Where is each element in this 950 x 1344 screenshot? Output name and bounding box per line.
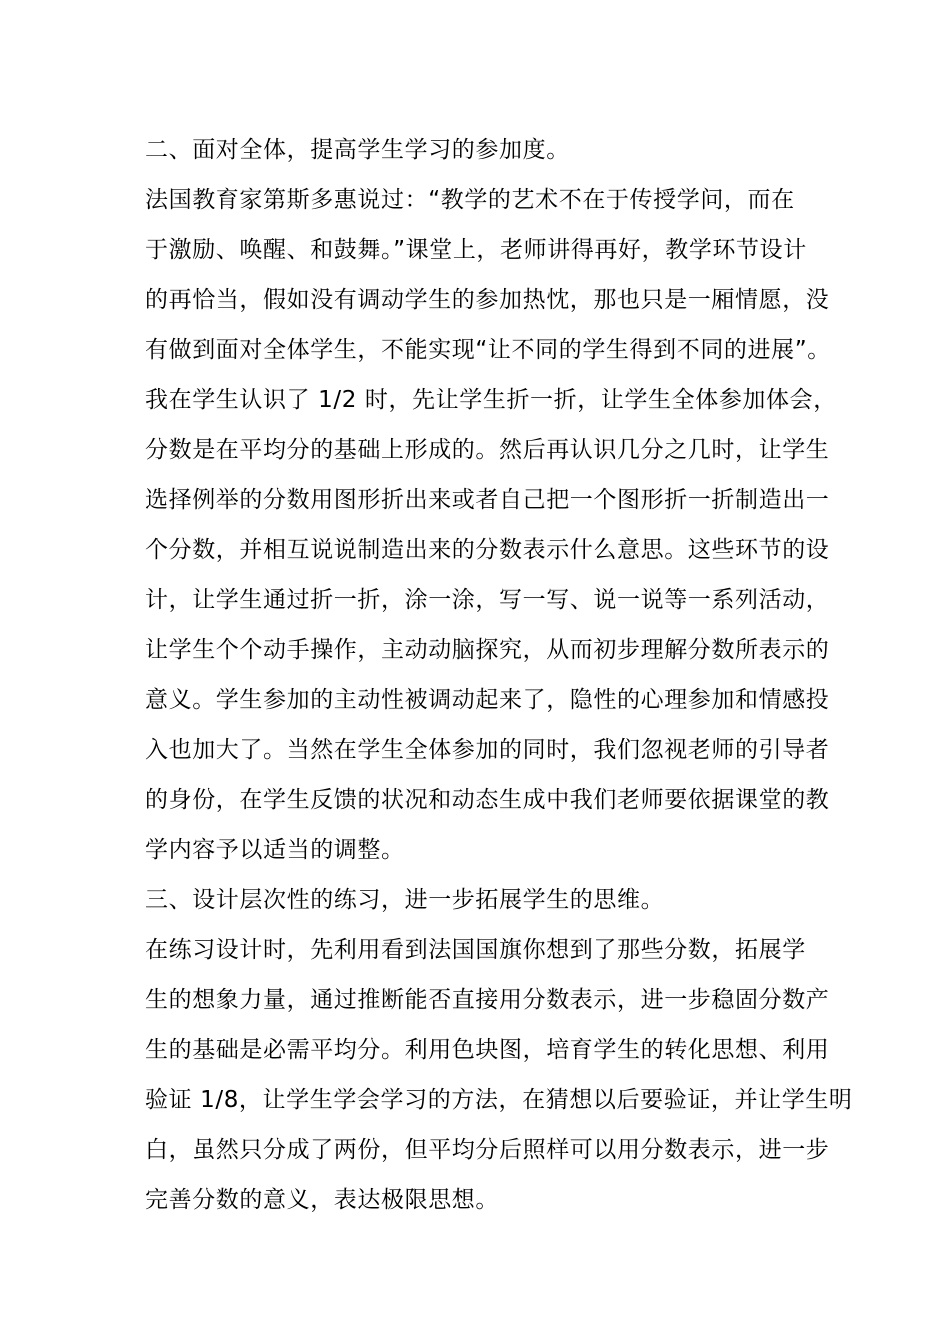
section-heading-3: 三、设计层次性的练习，进一步拓展学生的思维。 (145, 887, 665, 913)
paragraph-line: 个分数，并相互说说制造出来的分数表示什么意思。这些环节的设 (145, 537, 830, 563)
paragraph-line: 有做到面对全体学生，不能实现“让不同的学生得到不同的进展”。 (145, 337, 831, 363)
paragraph-line: 白，虽然只分成了两份，但平均分后照样可以用分数表示，进一步 (145, 1137, 830, 1163)
paragraph-line: 的身份，在学生反馈的状况和动态生成中我们老师要依据课堂的教 (145, 787, 830, 813)
paragraph-line: 生的想象力量，通过推断能否直接用分数表示，进一步稳固分数产 (145, 987, 830, 1013)
paragraph-line: 学内容予以适当的调整。 (145, 837, 405, 863)
paragraph-line: 入也加大了。当然在学生全体参加的同时，我们忽视老师的引导者 (145, 737, 830, 763)
paragraph-line: 让学生个个动手操作，主动动脑探究，从而初步理解分数所表示的 (145, 637, 830, 663)
paragraph-line: 验证 1/8，让学生学会学习的方法，在猜想以后要验证，并让学生明 (145, 1087, 853, 1113)
paragraph-line: 分数是在平均分的基础上形成的。然后再认识几分之几时，让学生 (145, 437, 830, 463)
paragraph-line: 在练习设计时，先利用看到法国国旗你想到了那些分数，拓展学 (145, 937, 806, 963)
paragraph-line: 选择例举的分数用图形折出来或者自己把一个图形折一折制造出一 (145, 487, 830, 513)
section-heading-2: 二、面对全体，提高学生学习的参加度。 (145, 137, 570, 163)
paragraph-line: 的再恰当，假如没有调动学生的参加热忱，那也只是一厢情愿，没 (145, 287, 830, 313)
paragraph-line: 法国教育家第斯多惠说过：“教学的艺术不在于传授学问，而在 (145, 187, 795, 213)
paragraph-line: 计，让学生通过折一折，涂一涂，写一写、说一说等一系列活动， (145, 587, 830, 613)
paragraph-line: 我在学生认识了 1/2 时，先让学生折一折，让学生全体参加体会， (145, 387, 837, 413)
paragraph-line: 意义。学生参加的主动性被调动起来了，隐性的心理参加和情感投 (145, 687, 830, 713)
paragraph-line: 于激励、唤醒、和鼓舞。”课堂上，老师讲得再好，教学环节设计 (145, 237, 807, 263)
paragraph-line: 生的基础是必需平均分。利用色块图，培育学生的转化思想、利用 (145, 1037, 830, 1063)
paragraph-line: 完善分数的意义，表达极限思想。 (145, 1187, 499, 1213)
